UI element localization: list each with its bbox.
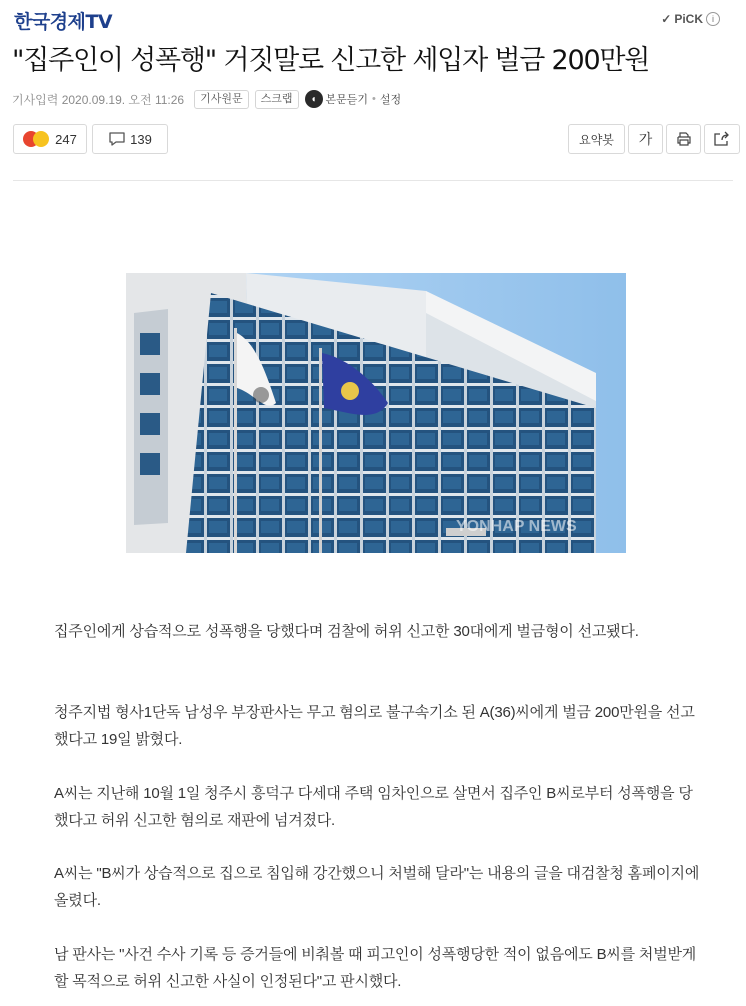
press-logo[interactable]: 한국경제TV [14,10,113,33]
article-photo[interactable] [126,273,626,553]
article-paragraph: A씨는 "B씨가 상습적으로 집으로 침입해 강간했으니 처벌해 달라"는 내용의 글을 대검찰청 홈페이지에 올렸다. [54,865,700,909]
article-paragraph: A씨는 지난해 10월 1일 청주시 흥덕구 다세대 주택 임차인으로 살면서 집주인 B씨로부터 성폭행을 당했다고 허위 신고한 혐의로 재판에 넘겨졌다. [54,785,693,829]
print-icon [676,131,692,147]
article-headline: "집주인이 성폭행" 거짓말로 신고한 세입자 벌금 200만원 [12,45,650,76]
original-article-button[interactable]: 기사원문 [194,90,249,109]
scrap-button[interactable]: 스크랩 [255,90,299,109]
share-icon [713,131,731,147]
listen-settings-link[interactable]: 설정 [379,94,402,106]
listen-label: 본문듣기 [325,94,369,106]
article-paragraph: 청주지법 형사1단독 남성우 부장판사는 무고 혐의로 불구속기소 된 A(36)씨에게 벌금 200만원을 선고했다고 19일 밝혔다. [54,704,695,748]
pick-badge[interactable] [661,12,720,26]
print-button[interactable] [666,124,701,154]
info-icon[interactable]: i [706,12,720,26]
reaction-emoji-icon [23,130,51,148]
article-meta [12,89,401,109]
font-size-button[interactable]: 가 [628,124,663,154]
listen-button[interactable] [305,90,402,108]
court-building-image [126,273,626,553]
comment-bubble-icon [108,131,126,147]
share-button[interactable] [704,124,740,154]
comment-count: 139 [130,131,152,147]
pick-label: PiCK [674,12,703,26]
summary-bot-button[interactable]: 요약봇 [568,124,625,154]
publish-date: 기사입력 2020.09.19. 오전 11:26 [12,92,185,107]
check-icon: ✓ [661,12,672,26]
separator-dot: • [372,93,376,105]
article-action-bar [13,124,733,156]
header-divider [13,180,733,181]
comment-button[interactable] [92,124,168,154]
reaction-button[interactable] [13,124,87,154]
reaction-count: 247 [55,131,77,147]
article-paragraph: 집주인에게 상습적으로 성폭행을 당했다며 검찰에 허위 신고한 30대에게 벌금형이 선고됐다. [54,623,639,640]
article-paragraph: 남 판사는 "사건 수사 기록 등 증거들에 비춰볼 때 피고인이 성폭행당한 적이 없음에도 B씨를 처벌받게 할 목적으로 허위 신고한 사실이 인정된다"고 판시했다. [54,946,697,990]
speaker-icon: ◖ [305,90,323,108]
photo-watermark: YONHAP NEWS [456,518,577,535]
